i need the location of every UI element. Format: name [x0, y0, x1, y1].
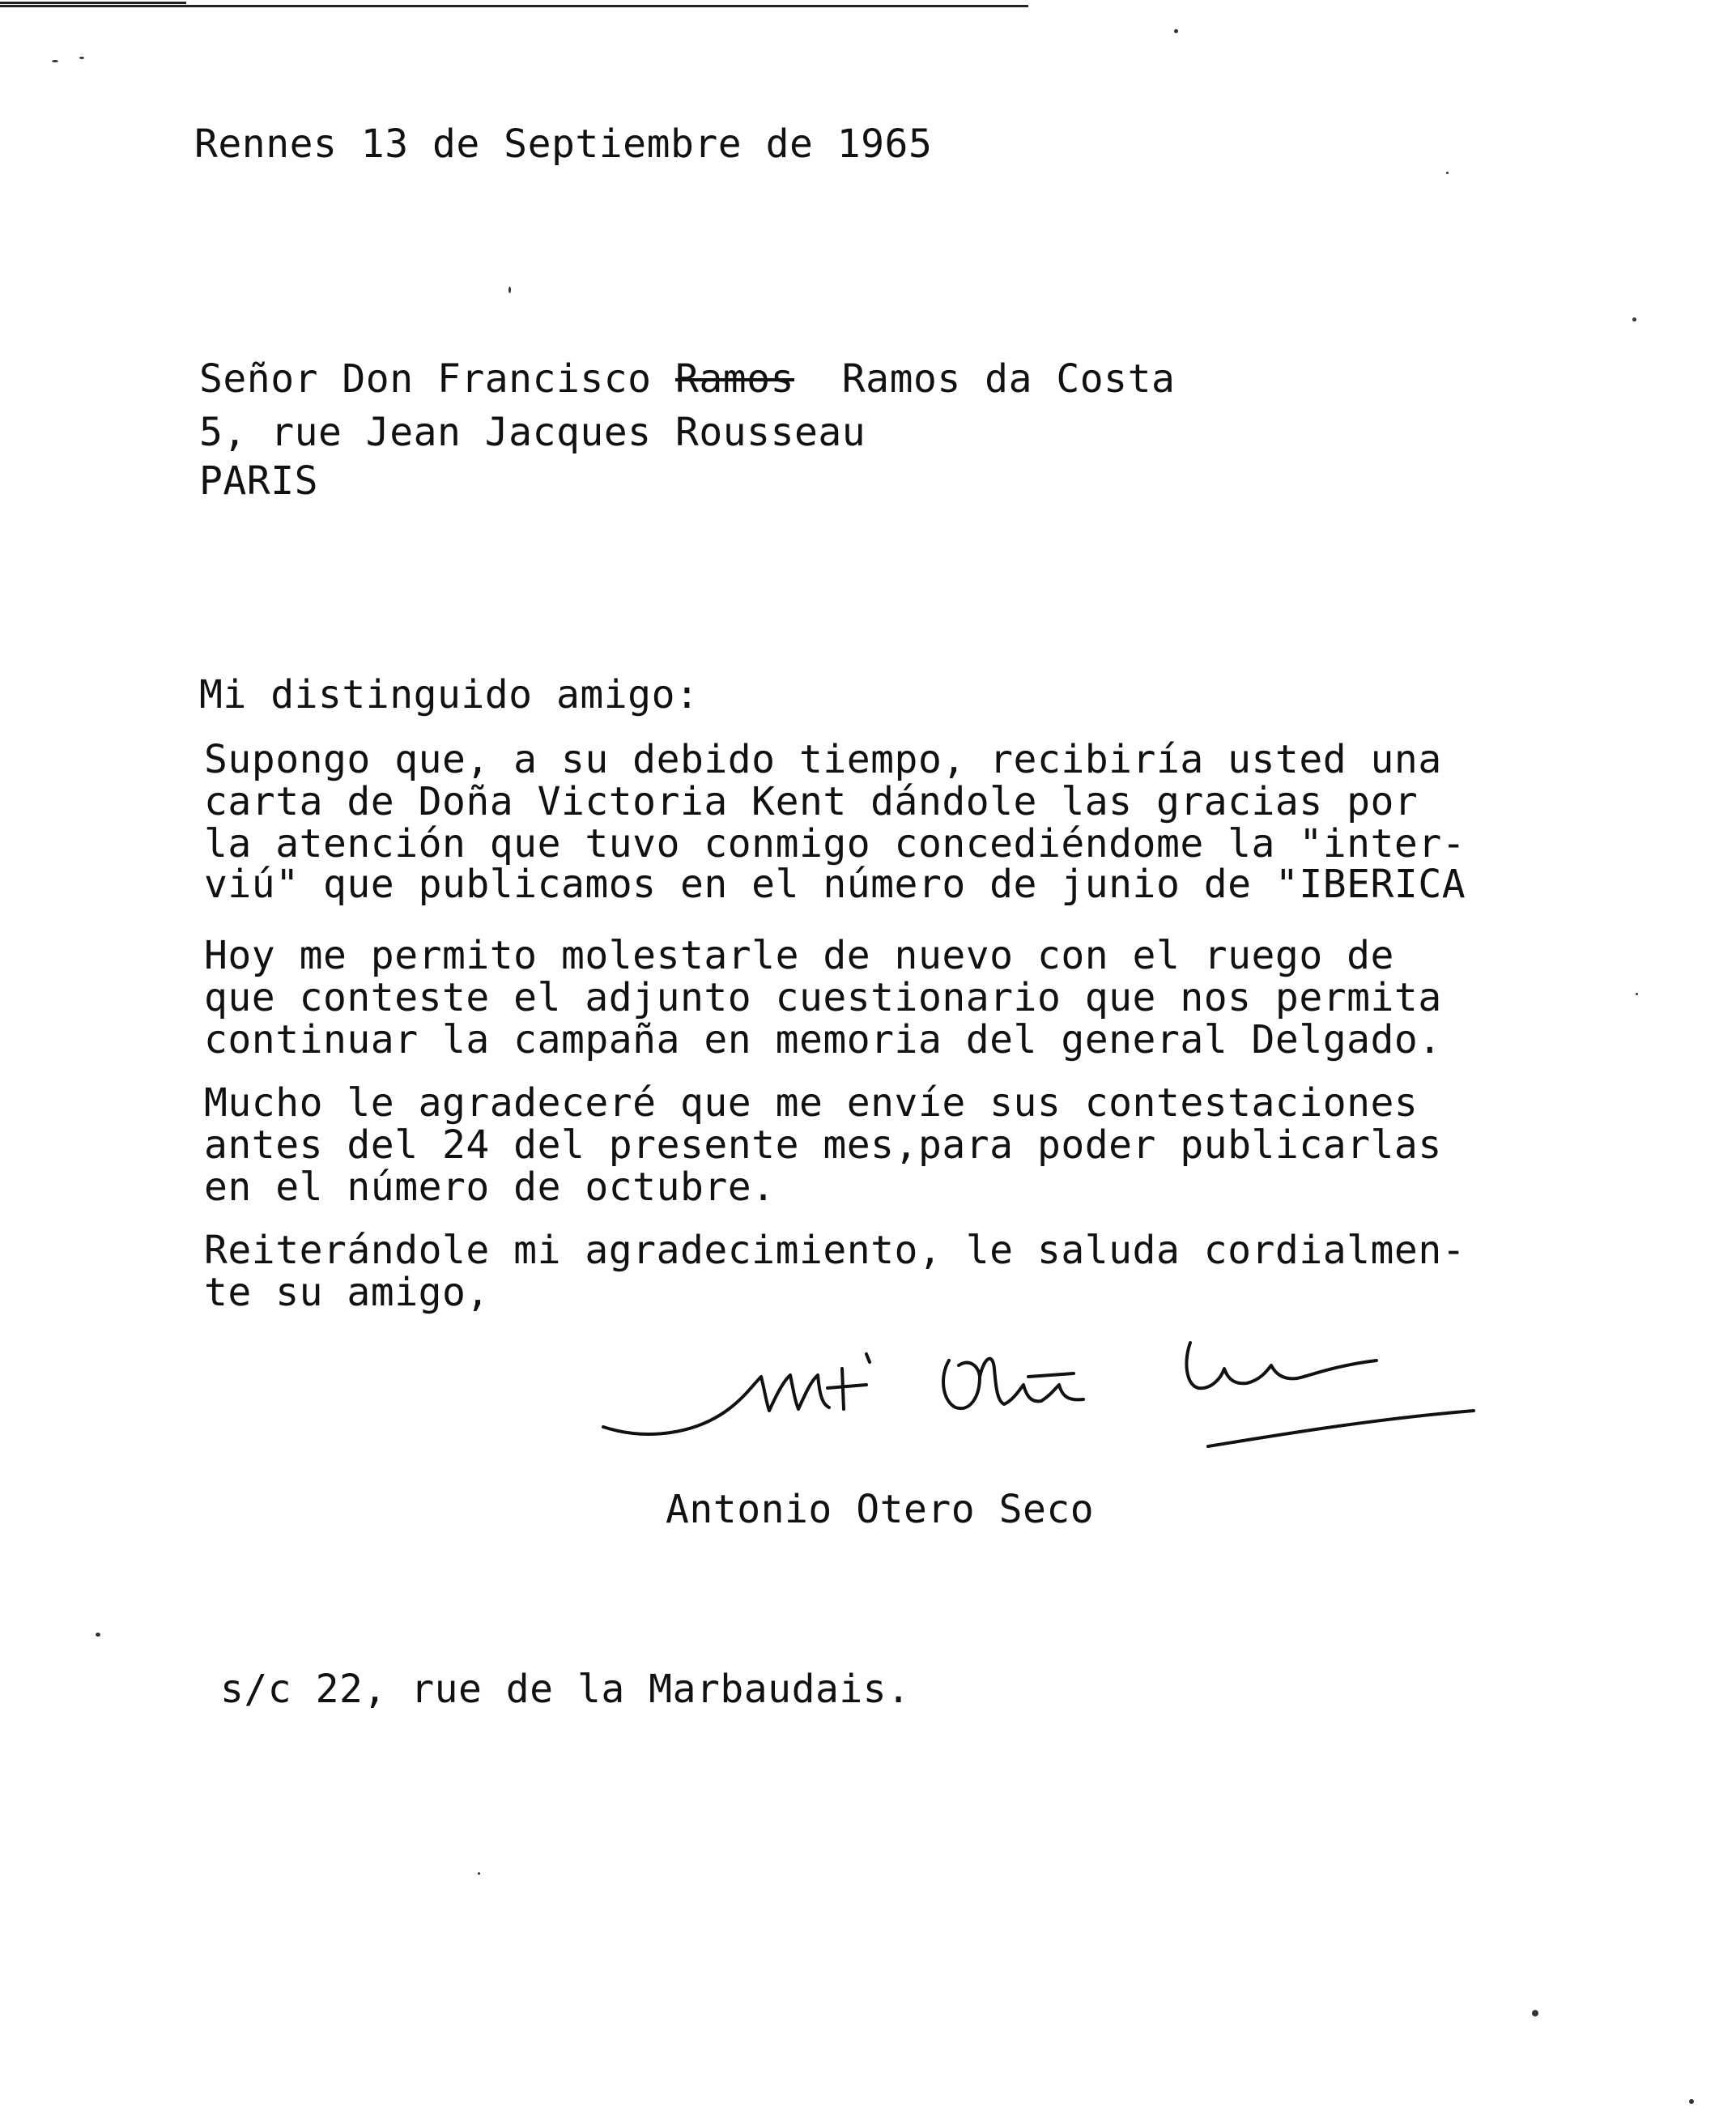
date-line: Rennes 13 de Septiembre de 1965 — [194, 121, 933, 167]
paper-speck — [96, 1633, 100, 1637]
paper-speck — [1689, 2099, 1694, 2104]
body-line: continuar la campaña en memoria del general Delgado. — [204, 1017, 1442, 1062]
body-line: Hoy me permito molestarle de nuevo con el ruego de — [204, 933, 1394, 978]
body-line: Reiterándole mi agradecimiento, le saluda cordialmen- — [204, 1228, 1466, 1273]
top-edge-line-left — [0, 2, 186, 4]
body-line: Supongo que, a su debido tiempo, recibiría usted una — [204, 737, 1442, 782]
paper-speck — [1174, 29, 1178, 33]
body-line: la atención que tuvo conmigo concediéndome la "inter- — [204, 821, 1466, 867]
paper-speck — [79, 57, 84, 59]
body-line: te su amigo, — [204, 1270, 490, 1315]
top-edge-line — [0, 5, 1028, 7]
body-line: antes del 24 del presente mes,para poder publicarlas — [204, 1122, 1442, 1168]
recipient-name-suffix: Ramos da Costa — [841, 356, 1176, 402]
return-address: s/c 22, rue de la Marbaudais. — [220, 1667, 911, 1712]
body-line: que conteste el adjunto cuestionario que nos permita — [204, 975, 1442, 1020]
body-line: viú" que publicamos en el número de junio de "IBERICA — [204, 862, 1466, 907]
handwritten-signature — [599, 1320, 1490, 1450]
paper-speck — [52, 60, 58, 62]
paper-speck — [1446, 172, 1449, 174]
paper-speck — [1636, 993, 1638, 995]
signature-name: Antonio Otero Seco — [666, 1487, 1095, 1532]
recipient-line-1 — [199, 356, 1175, 402]
struck-out-word: Ramos — [674, 356, 794, 402]
paper-speck — [1632, 317, 1636, 321]
salutation: Mi distinguido amigo: — [199, 672, 700, 717]
recipient-street: 5, rue Jean Jacques Rousseau — [199, 410, 866, 455]
recipient-name-prefix: Señor Don Francisco — [199, 356, 652, 402]
paper-speck — [508, 287, 511, 293]
paper-speck — [1532, 2010, 1538, 2016]
recipient-city: PARIS — [199, 458, 318, 504]
paper-speck — [478, 1872, 480, 1875]
body-line: carta de Doña Victoria Kent dándole las gracias por — [204, 779, 1419, 824]
body-line: en el número de octubre. — [204, 1165, 776, 1210]
body-line: Mucho le agradeceré que me envíe sus contestaciones — [204, 1080, 1419, 1126]
